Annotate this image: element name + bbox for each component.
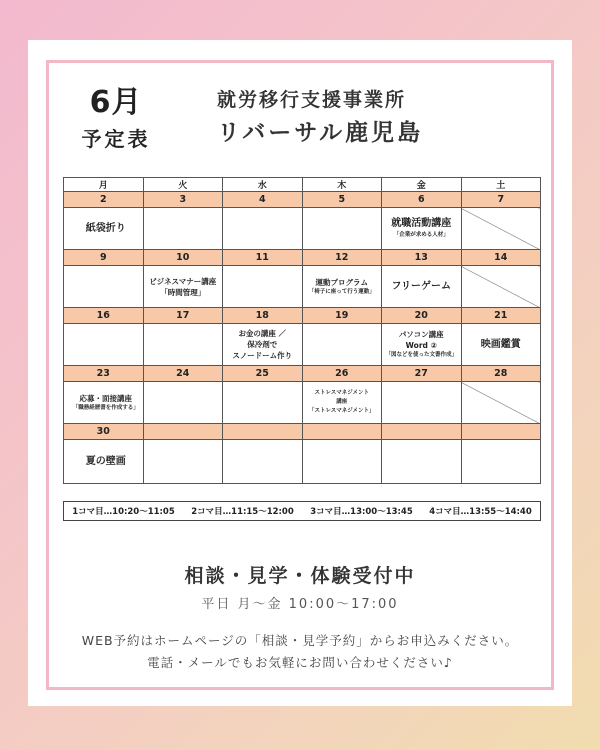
event-title: パソコン講座 — [398, 330, 444, 339]
event-line: Word ② — [405, 341, 437, 350]
event-subtitle: 「椅子に座って行う運動」 — [308, 288, 375, 295]
event-cell — [64, 382, 144, 424]
business-hours: 平日 月～金 10:00～17:00 — [201, 597, 399, 612]
event-cell-empty — [302, 208, 382, 250]
organization-name — [217, 87, 423, 150]
date-row — [64, 192, 541, 208]
event-cell — [461, 324, 541, 366]
date-cell: 9 — [64, 250, 144, 266]
class-period-times — [63, 501, 541, 521]
event-line: スノードーム作り — [232, 351, 293, 360]
event-title: ビジネスマナー講座 — [149, 276, 217, 286]
date-cell: 12 — [302, 250, 382, 266]
date-cell: 25 — [223, 366, 303, 382]
event-subtitle: 「時間管理」 — [160, 287, 206, 297]
event-cell — [143, 266, 223, 308]
event-title: 応募・面接講座 — [79, 393, 132, 403]
date-cell: 23 — [64, 366, 144, 382]
date-cell: 30 — [64, 424, 144, 440]
date-cell-saturday: 21 — [461, 308, 541, 324]
weekday-wed: 水 — [223, 178, 303, 192]
date-cell: 19 — [302, 308, 382, 324]
event-cell — [64, 440, 144, 484]
org-name: リバーサル鹿児島 — [217, 120, 424, 146]
date-cell: 4 — [223, 192, 303, 208]
org-type: 就労移行支援事業所 — [217, 89, 407, 111]
event-cell-empty — [461, 440, 541, 484]
event-title: 映画鑑賞 — [480, 338, 521, 350]
event-cell-empty — [302, 440, 382, 484]
event-cell-empty — [302, 324, 382, 366]
date-row — [64, 366, 541, 382]
event-cell-empty — [223, 440, 303, 484]
event-line: 講座 — [336, 399, 348, 405]
date-cell: 11 — [223, 250, 303, 266]
event-cell-empty — [64, 266, 144, 308]
event-cell-empty — [223, 266, 303, 308]
date-row — [64, 308, 541, 324]
date-cell: 24 — [143, 366, 223, 382]
period-1: 1コマ目…10:20～11:05 — [72, 507, 175, 517]
flyer-sheet — [28, 40, 572, 706]
date-cell: 20 — [382, 308, 462, 324]
event-title: 夏の壁画 — [85, 455, 126, 467]
event-cell-empty — [143, 208, 223, 250]
date-cell: 26 — [302, 366, 382, 382]
event-cell — [223, 324, 303, 366]
date-cell: 6 — [382, 192, 462, 208]
weekday-mon: 月 — [64, 178, 144, 192]
event-cell-empty — [223, 382, 303, 424]
event-cell-closed — [461, 208, 541, 250]
event-cell — [302, 266, 382, 308]
event-title: 紙袋折り — [85, 222, 126, 234]
event-cell-empty — [382, 382, 462, 424]
calendar-table — [63, 177, 541, 484]
date-cell: 2 — [64, 192, 144, 208]
weekday-sat: 土 — [461, 178, 541, 192]
date-cell — [461, 424, 541, 440]
event-cell — [382, 266, 462, 308]
date-cell — [302, 424, 382, 440]
event-line: お金の講座 ／ — [238, 329, 287, 338]
weekday-fri: 金 — [382, 178, 462, 192]
date-cell: 3 — [143, 192, 223, 208]
event-cell-empty — [382, 440, 462, 484]
event-row — [64, 440, 541, 484]
flyer-frame — [46, 60, 554, 690]
event-cell-empty — [223, 208, 303, 250]
event-title: フリーゲーム — [391, 280, 452, 292]
event-title: 運動プログラム — [315, 277, 368, 287]
event-line: 「ストレスマネジメント」 — [308, 408, 375, 414]
event-line: 保冷剤で — [247, 340, 278, 349]
event-line: ストレスマネジメント — [314, 390, 370, 396]
event-cell — [302, 382, 382, 424]
contact-note: 電話・メールでもお気軽にお問い合わせください♪ — [147, 655, 453, 670]
date-cell — [223, 424, 303, 440]
event-subtitle: 「職務経歴書を作成する」 — [72, 404, 139, 411]
weekday-tue: 火 — [143, 178, 223, 192]
event-cell — [382, 324, 462, 366]
period-3: 3コマ目…13:00～13:45 — [310, 507, 413, 517]
event-cell-empty — [143, 324, 223, 366]
event-cell — [382, 208, 462, 250]
event-row — [64, 208, 541, 250]
month-title: 6月 — [89, 85, 143, 120]
event-subtitle: 「企業が求める人材」 — [393, 232, 449, 238]
event-row — [64, 324, 541, 366]
event-title: 就職活動講座 — [391, 218, 452, 229]
schedule-title: 予定表 — [81, 127, 151, 151]
event-cell-empty — [64, 324, 144, 366]
date-cell — [143, 424, 223, 440]
date-row — [64, 424, 541, 440]
date-cell: 5 — [302, 192, 382, 208]
date-cell — [382, 424, 462, 440]
date-cell-saturday: 14 — [461, 250, 541, 266]
date-cell: 27 — [382, 366, 462, 382]
date-row — [64, 250, 541, 266]
date-cell-saturday: 28 — [461, 366, 541, 382]
event-row — [64, 382, 541, 424]
consultation-heading: 相談・見学・体験受付中 — [184, 565, 416, 587]
event-cell-empty — [143, 440, 223, 484]
date-cell: 17 — [143, 308, 223, 324]
event-row — [64, 266, 541, 308]
event-cell-closed — [461, 382, 541, 424]
date-cell: 13 — [382, 250, 462, 266]
event-cell — [64, 208, 144, 250]
date-cell-saturday: 7 — [461, 192, 541, 208]
date-cell: 10 — [143, 250, 223, 266]
event-cell-closed — [461, 266, 541, 308]
period-4: 4コマ目…13:55～14:40 — [429, 507, 532, 517]
title-block — [73, 85, 159, 152]
event-cell-empty — [143, 382, 223, 424]
web-reservation-note: WEB予約はホームページの「相談・見学予約」からお申込みください。 — [81, 633, 519, 648]
date-cell: 16 — [64, 308, 144, 324]
event-subtitle: 「図などを使った文書作成」 — [385, 352, 457, 358]
date-cell: 18 — [223, 308, 303, 324]
weekday-thu: 木 — [302, 178, 382, 192]
period-2: 2コマ目…11:15～12:00 — [191, 507, 294, 517]
